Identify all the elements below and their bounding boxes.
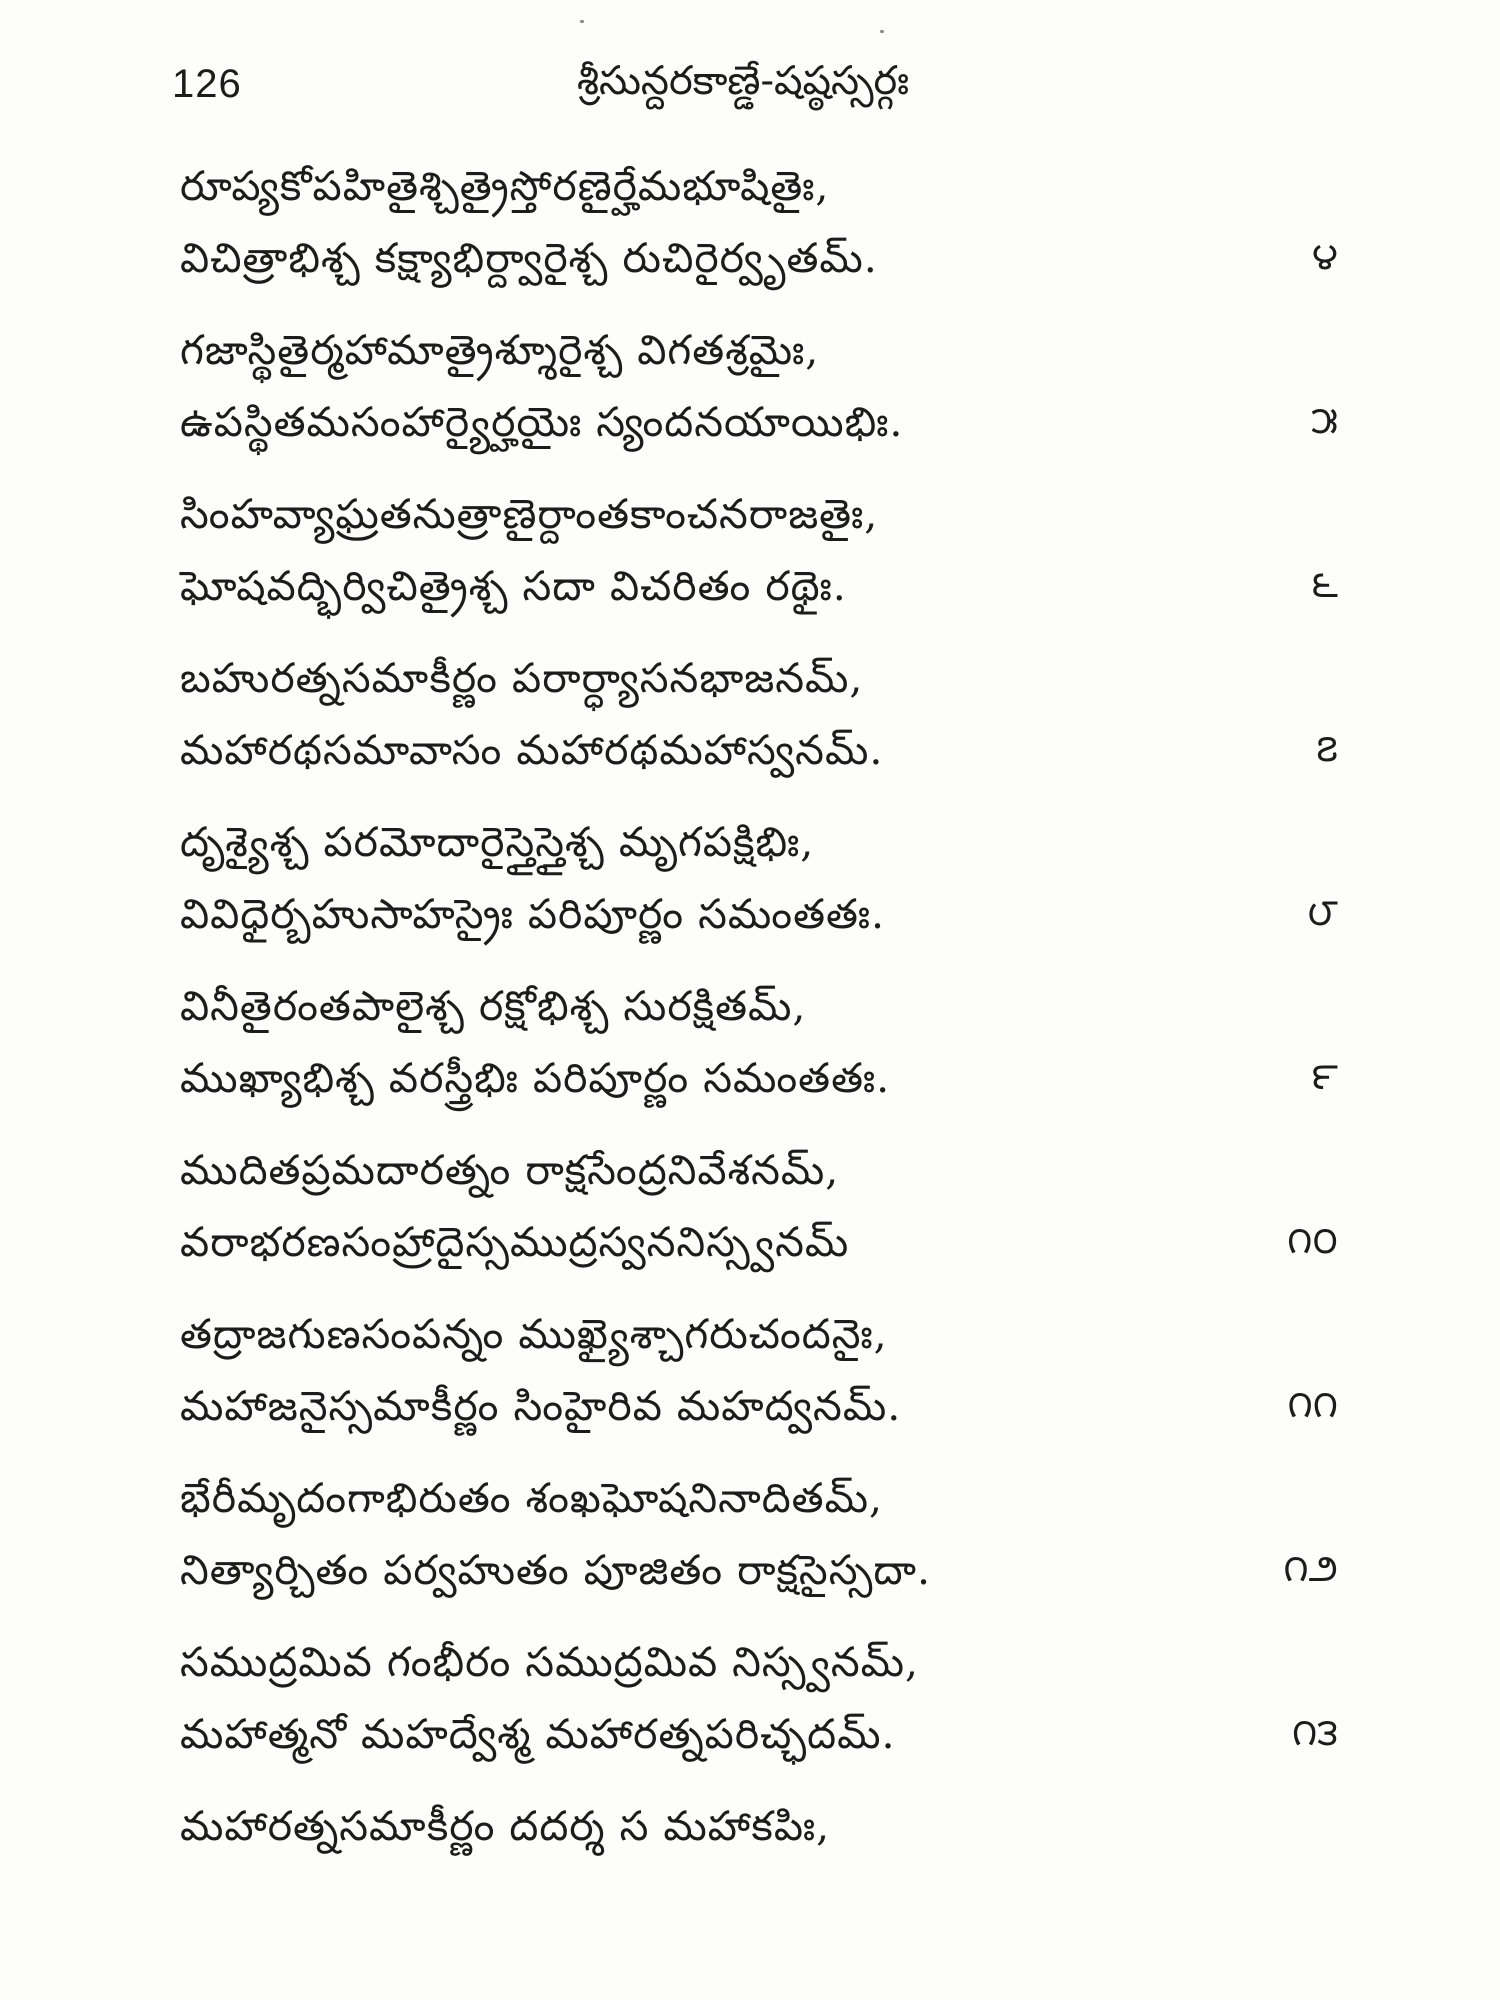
- verse-line: విచిత్రాభిశ్చ కక్ష్యాభిర్ద్వారైశ్చ రుచిరైర్వృతమ్.: [180, 234, 878, 282]
- verse-line: ముదితప్రమదారత్నం రాక్షసేంద్రనివేశనమ్,: [180, 1146, 840, 1194]
- verse-line: ఉపస్థితమసంహార్యైర్హయైః స్యందనయాయిభిః.: [180, 398, 904, 446]
- verse-line: మహారథసమావాసం మహారథమహాస్వనమ్.: [180, 726, 884, 774]
- verse-line: బహురత్నసమాకీర్ణం పరార్ధ్యాసనభాజనమ్,: [180, 654, 864, 702]
- verse: [180, 150, 1350, 294]
- verse-line: వరాభరణసంహ్రాదైస్సముద్రస్వననిస్స్వనమ్: [180, 1218, 850, 1266]
- print-speck: [580, 20, 584, 23]
- verse-number: ౪: [1311, 234, 1338, 278]
- verse-line: వివిధైర్బహుసాహస్రైః పరిపూర్ణం సమంతతః.: [180, 890, 886, 938]
- verse-line: సింహవ్యాఘ్రతనుత్రాణైర్దాంతకాంచనరాజతైః,: [180, 490, 879, 538]
- page-header: [172, 58, 1322, 122]
- verse-line: ముఖ్యాభిశ్చ వరస్త్రీభిః పరిపూర్ణం సమంతతః.: [180, 1054, 891, 1102]
- verse-number: ౧౧: [1287, 1382, 1338, 1426]
- verse-line: మహారత్నసమాకీర్ణం దదర్శ స మహాకపిః,: [180, 1802, 831, 1850]
- verse-line: సముద్రమివ గంభీరం సముద్రమివ నిస్స్వనమ్,: [180, 1638, 920, 1686]
- verse-line: తద్రాజగుణసంపన్నం ముఖ్యైశ్చాగరుచందనైః,: [180, 1310, 888, 1358]
- verse-number: ౧౦: [1287, 1218, 1338, 1262]
- print-speck: [880, 30, 884, 33]
- verse-line: వినీతైరంతపాలైశ్చ రక్షోభిశ్చ సురక్షితమ్,: [180, 982, 807, 1030]
- verse-line: మహాత్మనో మహద్వేశ్మ మహారత్నపరిచ్ఛదమ్.: [180, 1710, 896, 1758]
- verse-number: ౯: [1311, 1054, 1338, 1098]
- verse-line: మహాజనైస్సమాకీర్ణం సింహైరివ మహద్వనమ్.: [180, 1382, 902, 1430]
- verse-line: దృశ్యైశ్చ పరమోదారైస్తైస్తైశ్చ మృగపక్షిభిః,: [180, 818, 815, 866]
- verse: [180, 1626, 1350, 1770]
- verse: [180, 642, 1350, 786]
- verse-number: ౧౨: [1283, 1546, 1338, 1590]
- verse: [180, 314, 1350, 458]
- page-number: 126: [172, 62, 242, 106]
- verse-number: ౭: [1316, 726, 1338, 770]
- verse: [180, 806, 1350, 950]
- running-title: శ్రీసున్దరకాణ్డే-షష్ఠస్సర్గః: [577, 58, 910, 104]
- verse: [180, 1134, 1350, 1278]
- verse: [180, 1462, 1350, 1606]
- verse-line: నిత్యార్చితం పర్వహుతం పూజితం రాక్షసైస్సదా.: [180, 1546, 932, 1594]
- verse: [180, 1298, 1350, 1442]
- verse-line: భేరీమృదంగాభిరుతం శంఖఘోషనినాదితమ్,: [180, 1474, 883, 1522]
- verse-number: ౧౩: [1291, 1710, 1338, 1754]
- verse: [180, 478, 1350, 622]
- verse-number: ౮: [1307, 890, 1338, 934]
- verse-number: ౬: [1311, 562, 1338, 606]
- verse-line: ఘోషవద్భిర్విచిత్రైశ్చ సదా విచరితం రథైః.: [180, 562, 847, 610]
- verse: [180, 970, 1350, 1114]
- verse-number: ౫: [1310, 398, 1338, 442]
- verse-line: గజాస్థితైర్మహామాత్రైశ్శూరైశ్చ విగతశ్రమైః,: [180, 326, 820, 374]
- verse: [180, 1790, 1350, 1862]
- verse-line: రూప్యకోపహితైశ్చిత్రైస్తోరణైర్హేమభూషితైః,: [180, 162, 830, 210]
- verse-list: [180, 150, 1350, 1882]
